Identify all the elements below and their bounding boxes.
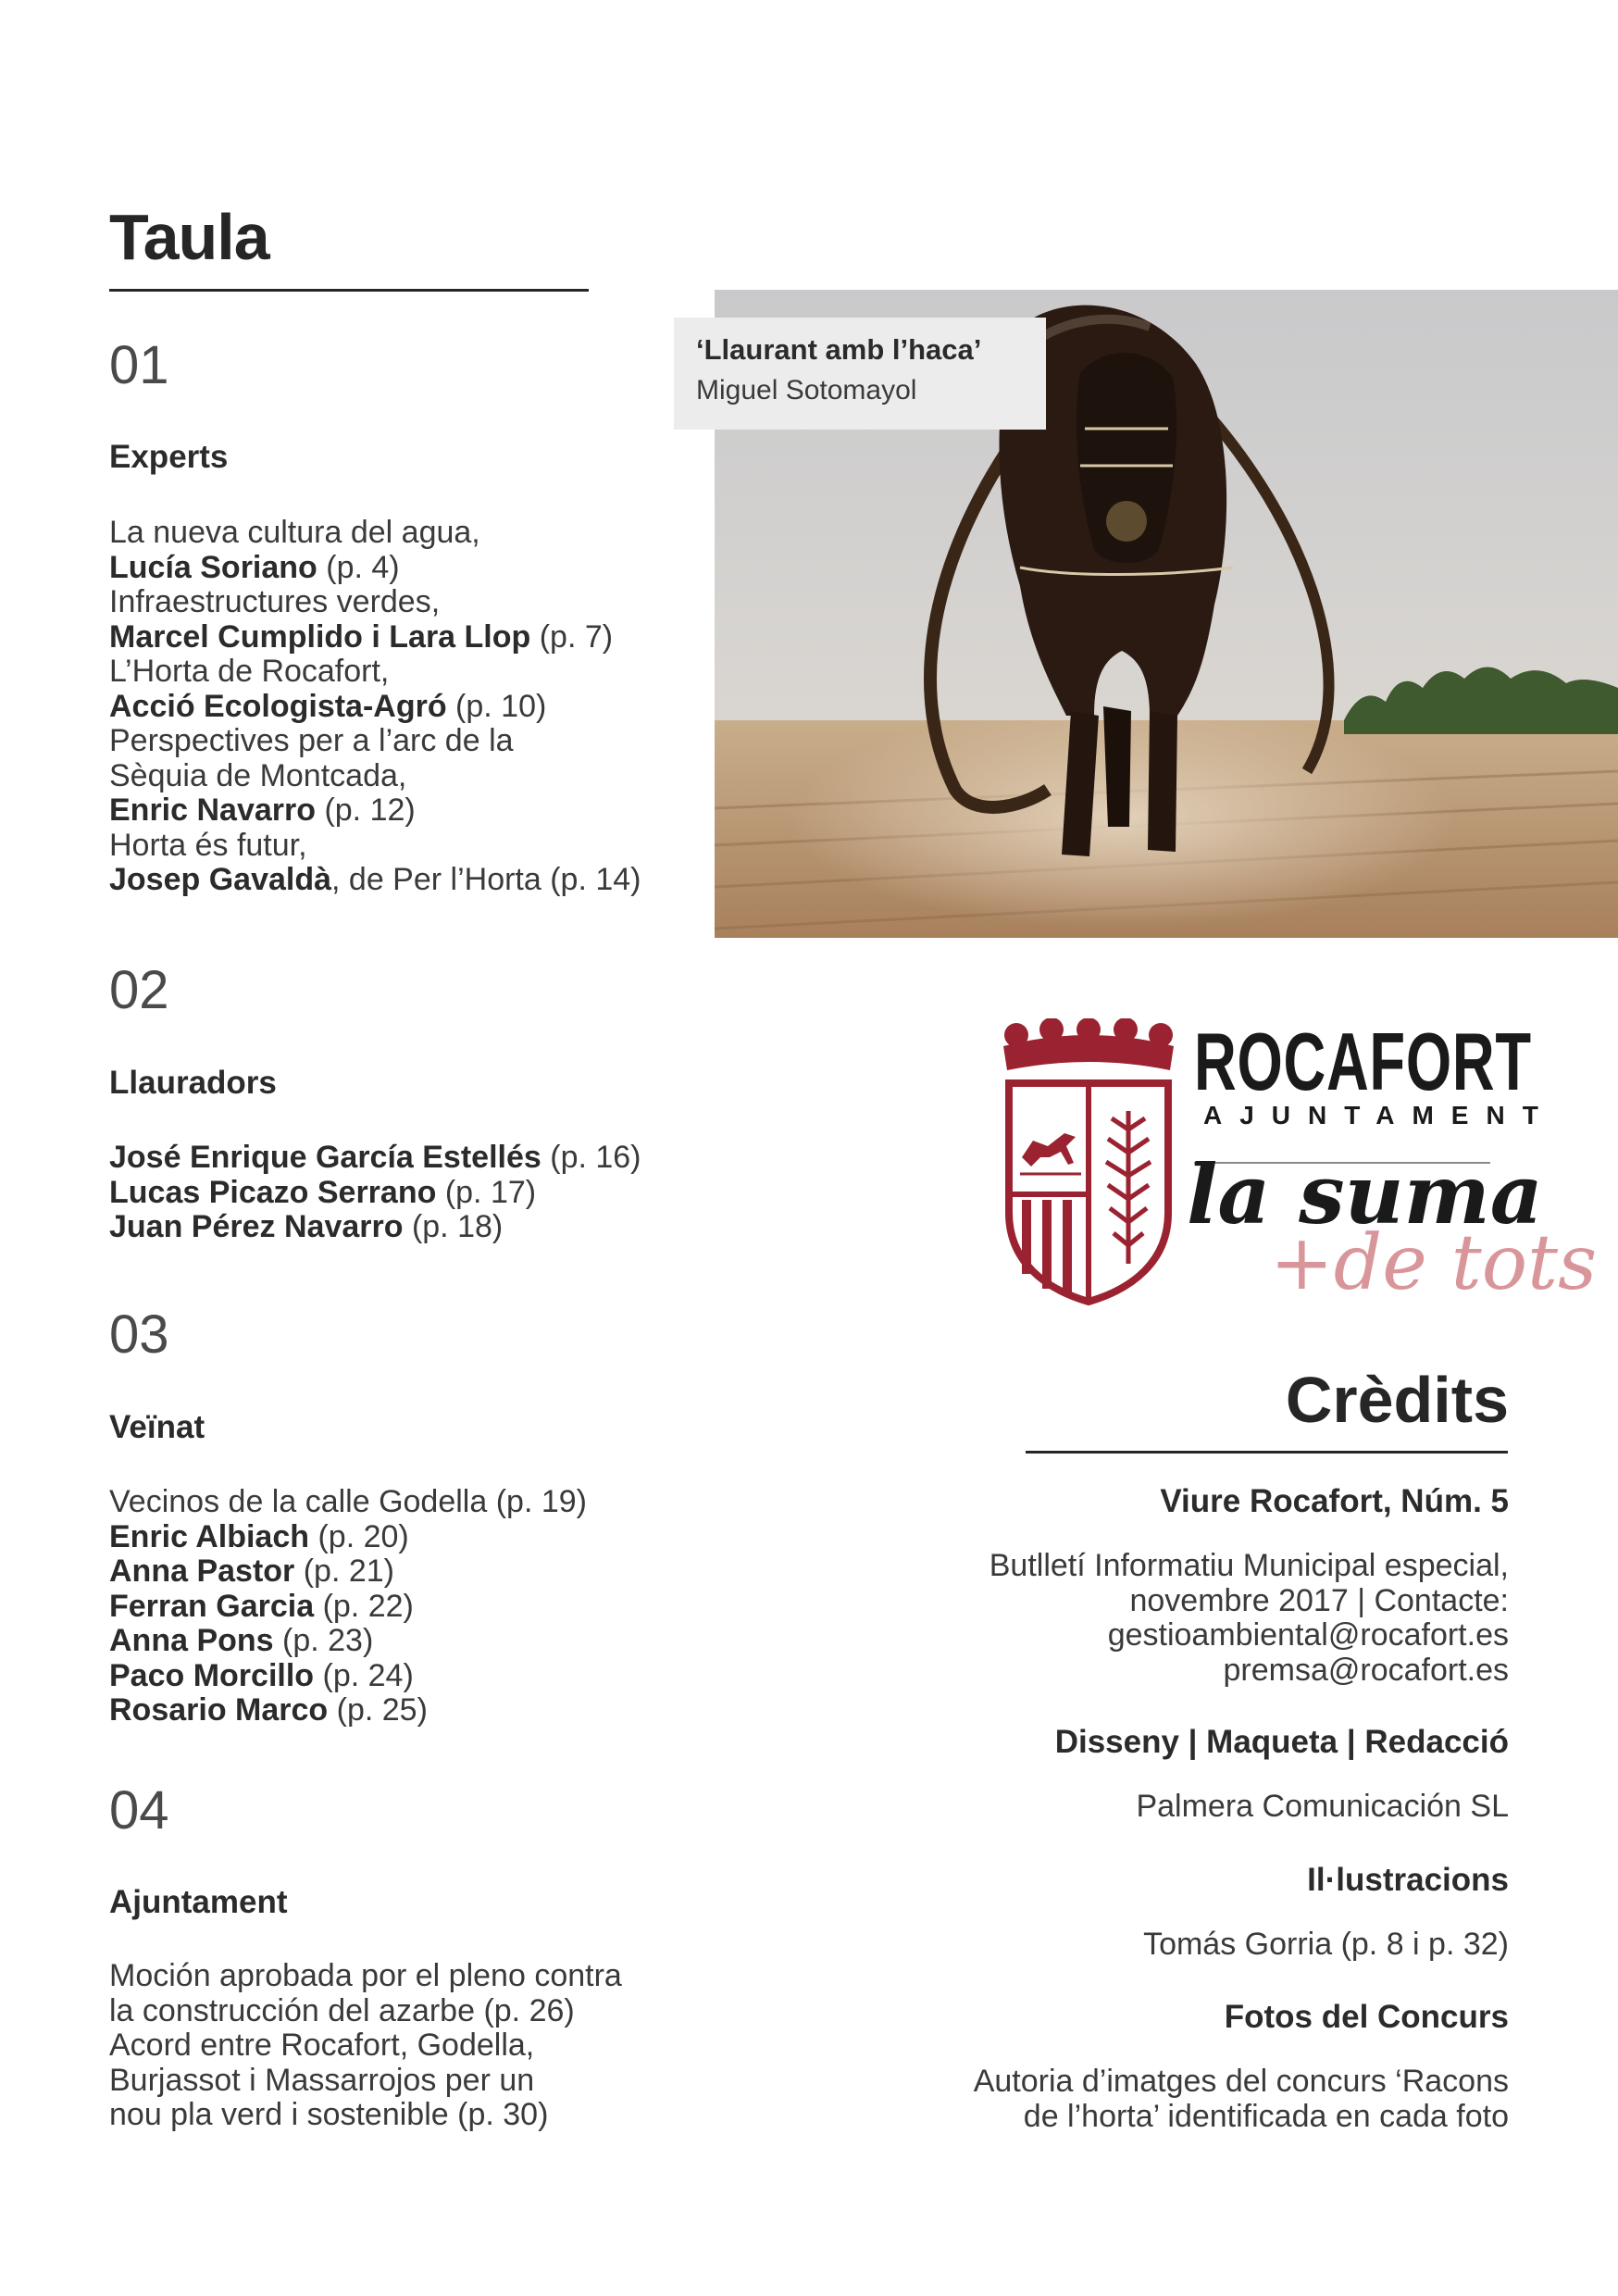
credits-body — [974, 2065, 1509, 2134]
credits-line: Autoria d’imatges del concurs ‘Racons — [973, 2064, 1509, 2099]
section-entries — [109, 1141, 683, 1245]
toc-entry-text: (p. 7) — [530, 618, 614, 655]
section-heading: Ajuntament — [109, 1884, 288, 1920]
section-entries — [109, 516, 683, 898]
section-heading: Experts — [109, 439, 229, 475]
logo-tagline-line2: +de tots — [1270, 1219, 1598, 1307]
toc-entry — [109, 2028, 683, 2064]
toc-entry-author: Rosario Marco — [109, 1692, 329, 1728]
credits-line: Butlletí Informatiu Municipal especial, — [989, 1548, 1509, 1583]
toc-entry-text: (p. 18) — [403, 1209, 504, 1244]
toc-entry-author: Enric Albiach — [109, 1518, 310, 1554]
credits-line: Tomás Gorria (p. 8 i p. 32) — [1143, 1927, 1509, 1962]
credits-heading: Il·lustracions — [1307, 1862, 1509, 1898]
toc-entry-author: Lucas Picazo Serrano — [109, 1174, 437, 1210]
toc-entry-text: (p. 16) — [541, 1140, 641, 1175]
toc-title: Taula — [109, 201, 269, 273]
toc-entry-text: nou pla verd i sostenible (p. 30) — [109, 2097, 549, 2132]
toc-entry — [109, 1659, 683, 1694]
toc-entry-author: Juan Pérez Navarro — [109, 1209, 404, 1244]
coat-of-arms-icon — [996, 1018, 1181, 1315]
credits-line: novembre 2017 | Contacte: — [1129, 1582, 1509, 1618]
toc-entry-text: Perspectives per a l’arc de la — [109, 723, 514, 758]
section-number: 02 — [109, 960, 169, 1020]
toc-entry-text: (p. 12) — [316, 792, 416, 828]
toc-entry-author: Lucía Soriano — [109, 549, 317, 585]
toc-entry — [109, 1590, 683, 1625]
toc-entry — [109, 585, 683, 620]
toc-entry — [109, 1994, 683, 2029]
toc-entry-text: (p. 17) — [436, 1174, 537, 1210]
toc-entry — [109, 1141, 683, 1176]
logo-tagline-line1: la suma — [1187, 1146, 1543, 1242]
toc-entry — [109, 516, 683, 551]
credits-line: gestioambiental@rocafort.es — [1107, 1617, 1509, 1653]
credits-body — [989, 1549, 1509, 1688]
toc-entry — [109, 1554, 683, 1590]
toc-title-rule — [109, 289, 589, 292]
toc-entry — [109, 1176, 683, 1211]
toc-entry-text: (p. 24) — [314, 1657, 414, 1693]
photo-caption-title: ‘Llaurant amb l’haca’ — [696, 333, 982, 366]
toc-entry-author: Anna Pastor — [109, 1554, 295, 1589]
toc-entry — [109, 724, 683, 759]
toc-entry-text: (p. 22) — [314, 1588, 414, 1624]
toc-entry-author: Josep Gavaldà — [109, 862, 332, 897]
toc-entry — [109, 2098, 683, 2133]
section-number: 01 — [109, 335, 169, 395]
toc-entry — [109, 829, 683, 864]
toc-entry — [109, 655, 683, 690]
credits-heading: Fotos del Concurs — [1224, 1999, 1509, 2035]
credits-body — [1136, 1790, 1509, 1825]
credits-line: premsa@rocafort.es — [1223, 1652, 1509, 1688]
toc-entry-author: Ferran Garcia — [109, 1588, 315, 1624]
section-heading: Llauradors — [109, 1065, 277, 1101]
toc-entry-text: Horta és futur, — [109, 827, 307, 863]
credits-line: de l’horta’ identificada en cada foto — [1023, 2098, 1509, 2134]
credits-title-rule — [1026, 1451, 1508, 1454]
toc-entry-text: Acord entre Rocafort, Godella, — [109, 2028, 535, 2063]
toc-entry-text: Burjassot i Massarrojos per un — [109, 2062, 535, 2098]
toc-entry-text: Moción aprobada por el pleno contra — [109, 1958, 622, 1993]
toc-entry — [109, 551, 683, 586]
toc-entry-author: Enric Navarro — [109, 792, 316, 828]
credits-body — [1143, 1928, 1509, 1963]
toc-entry-text: la construcción del azarbe (p. 26) — [109, 1992, 575, 2028]
toc-entry — [109, 2064, 683, 2099]
toc-entry-author: Acció Ecologista-Agró — [109, 688, 447, 724]
toc-entry-text: Vecinos de la calle Godella (p. 19) — [109, 1484, 587, 1519]
toc-entry — [109, 1693, 683, 1728]
toc-entry — [109, 1624, 683, 1659]
toc-entry — [109, 793, 683, 829]
credits-title: Crèdits — [1285, 1364, 1509, 1436]
section-number: 03 — [109, 1304, 169, 1365]
toc-entry-text: La nueva cultura del agua, — [109, 515, 480, 550]
toc-entry-text: (p. 21) — [294, 1554, 394, 1589]
toc-entry — [109, 620, 683, 655]
section-heading: Veïnat — [109, 1409, 205, 1445]
section-entries — [109, 1485, 683, 1728]
toc-entry — [109, 863, 683, 898]
toc-entry-text: , de Per l’Horta (p. 14) — [331, 862, 641, 897]
toc-entry-text: (p. 20) — [309, 1518, 409, 1554]
logo-subtitle: AJUNTAMENT — [1203, 1101, 1556, 1129]
logo-wordmark: ROCAFORT — [1194, 1016, 1532, 1107]
credits-heading: Viure Rocafort, Núm. 5 — [1160, 1483, 1509, 1519]
toc-entry-author: José Enrique García Estellés — [109, 1140, 541, 1175]
toc-entry — [109, 1520, 683, 1555]
toc-entry-author: Paco Morcillo — [109, 1657, 315, 1693]
toc-entry — [109, 1210, 683, 1245]
toc-entry-text: L’Horta de Rocafort, — [109, 654, 390, 689]
toc-entry-author: Marcel Cumplido i Lara Llop — [109, 618, 531, 655]
toc-entry-text: (p. 23) — [273, 1623, 374, 1658]
toc-entry — [109, 1485, 683, 1520]
toc-entry-author: Anna Pons — [109, 1623, 274, 1658]
toc-entry-text: (p. 10) — [446, 688, 547, 724]
credits-heading: Disseny | Maqueta | Redacció — [1054, 1724, 1509, 1760]
toc-entry — [109, 1959, 683, 1994]
toc-entry-text: Sèquia de Montcada, — [109, 757, 407, 793]
credits-line: Palmera Comunicación SL — [1136, 1789, 1509, 1824]
photo-caption-author: Miguel Sotomayol — [696, 375, 917, 406]
toc-entry — [109, 759, 683, 794]
toc-entry — [109, 690, 683, 725]
section-entries — [109, 1959, 683, 2133]
section-number: 04 — [109, 1780, 169, 1841]
toc-entry-text: Infraestructures verdes, — [109, 584, 441, 619]
toc-entry-text: (p. 4) — [317, 549, 400, 585]
toc-entry-text: (p. 25) — [328, 1692, 428, 1728]
